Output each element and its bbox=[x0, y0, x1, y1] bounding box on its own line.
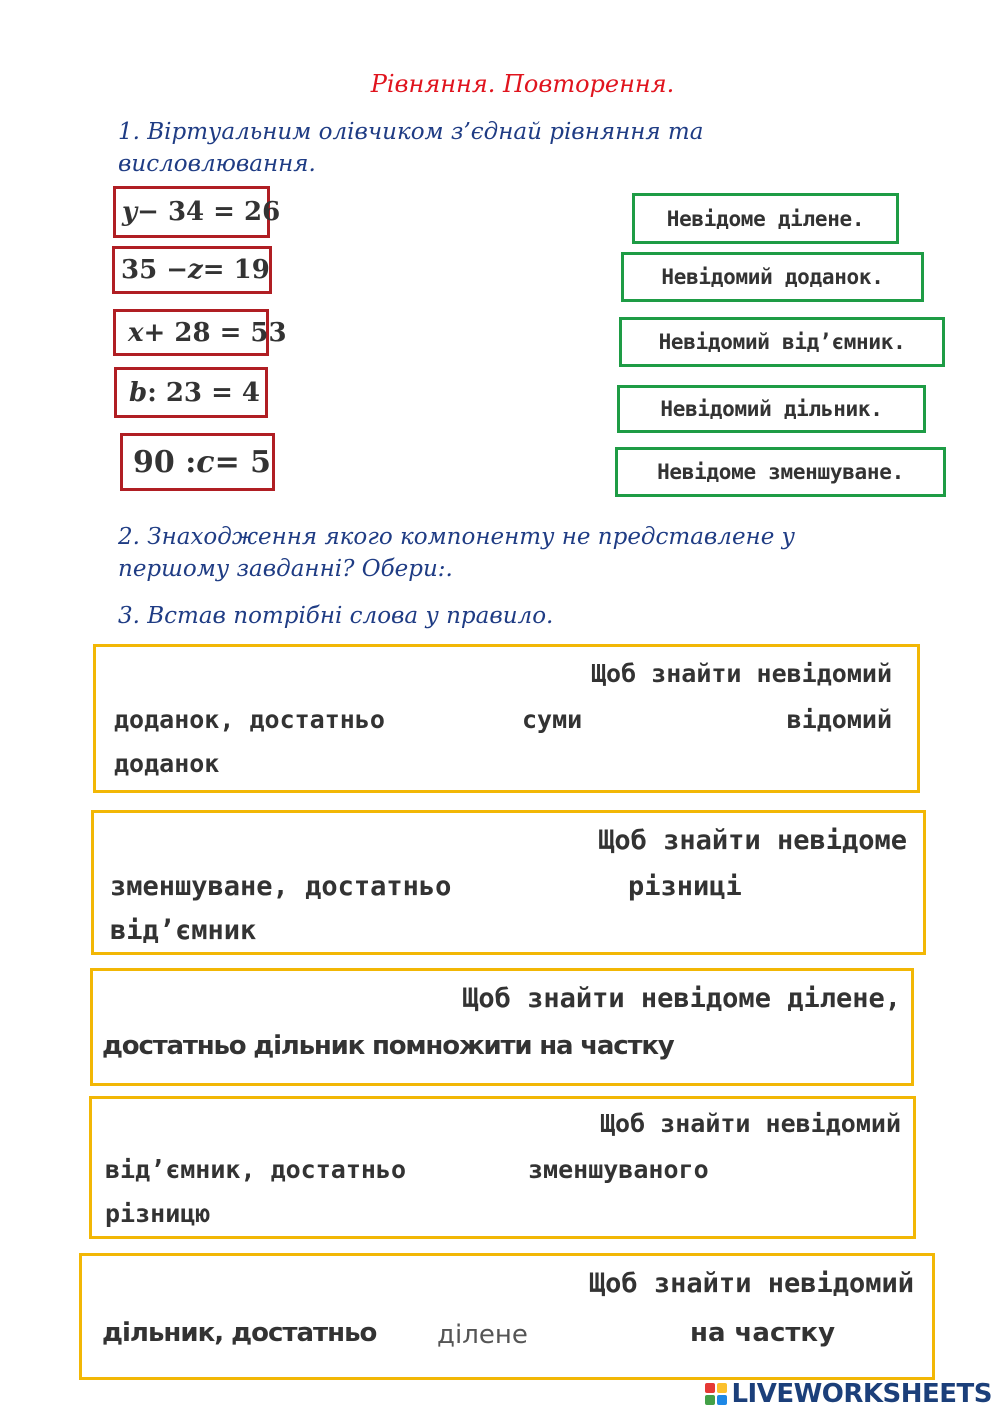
equation-1-rest: − 34 = 26 bbox=[137, 197, 281, 227]
task-1-instructions bbox=[118, 116, 703, 180]
rule-2-text-1: зменшуване, достатньо bbox=[110, 871, 452, 902]
rule-2-text-4: від’ємник bbox=[110, 915, 257, 946]
answer-5-label: Невідоме зменшуване. bbox=[657, 460, 904, 484]
equation-5-prefix: 90 : bbox=[133, 444, 197, 480]
rule-5-heading: Щоб знайти невідомий bbox=[588, 1268, 914, 1299]
equation-4-variable: b bbox=[129, 377, 148, 408]
rule-5-text-1: дільник, достатньо bbox=[102, 1318, 377, 1348]
answer-box-4[interactable] bbox=[617, 385, 926, 433]
rule-box-5 bbox=[79, 1253, 935, 1380]
rule-box-1 bbox=[93, 644, 920, 793]
equation-4[interactable] bbox=[114, 367, 268, 418]
rule-1-heading: Щоб знайти невідомий bbox=[590, 659, 892, 688]
equation-5[interactable] bbox=[120, 433, 275, 491]
rule-1-text-2: суми bbox=[522, 705, 583, 734]
rule-2-text-2: різниці bbox=[628, 871, 742, 902]
rule-1-text-4: доданок bbox=[114, 749, 220, 778]
liveworksheets-logo-text: LIVEWORKSHEETS bbox=[731, 1379, 992, 1409]
logo-square-green bbox=[705, 1395, 715, 1405]
answer-box-3[interactable] bbox=[619, 317, 945, 367]
equation-2-prefix: 35 − bbox=[121, 255, 189, 285]
answer-2-label: Невідомий доданок. bbox=[661, 265, 884, 289]
rule-4-text-1: від’ємник, достатньо bbox=[105, 1155, 407, 1184]
liveworksheets-logo-icon bbox=[705, 1383, 727, 1405]
equation-3-rest: + 28 = 53 bbox=[143, 317, 287, 348]
rule-box-4 bbox=[89, 1096, 916, 1239]
task-3-instructions: 3. Встав потрібні слова у правило. bbox=[118, 603, 554, 629]
equation-5-variable: c bbox=[196, 444, 215, 480]
task-2-line-2: першому завданні? Обери:. bbox=[118, 556, 453, 582]
task-1-line-1: 1. Віртуальним олівчиком з’єднай рівняння та bbox=[118, 119, 704, 145]
answer-4-label: Невідомий дільник. bbox=[660, 397, 883, 421]
rule-5-text-3: на частку bbox=[690, 1318, 836, 1348]
equation-1[interactable] bbox=[113, 186, 281, 238]
answer-1-label: Невідоме ділене. bbox=[666, 206, 865, 231]
rule-2-heading: Щоб знайти невідоме bbox=[598, 825, 907, 856]
liveworksheets-logo bbox=[705, 1379, 992, 1409]
answer-box-1[interactable] bbox=[632, 193, 899, 244]
equation-3-variable: x bbox=[128, 317, 144, 348]
rule-box-3 bbox=[90, 968, 914, 1086]
logo-square-blue bbox=[717, 1395, 727, 1405]
rule-box-2 bbox=[91, 810, 926, 955]
task-2-instructions bbox=[118, 521, 795, 585]
answer-box-2[interactable] bbox=[621, 252, 924, 302]
task-1-line-2: висловлювання. bbox=[118, 151, 316, 177]
rule-4-heading: Щоб знайти невідомий bbox=[599, 1109, 901, 1138]
rule-4-text-4: різницю bbox=[105, 1199, 211, 1228]
answer-3-label: Невідомий від’ємник. bbox=[658, 330, 906, 354]
equation-5-rest: = 5 bbox=[214, 444, 272, 480]
equation-4-rest: : 23 = 4 bbox=[147, 377, 260, 408]
equation-2-rest: = 19 bbox=[202, 255, 270, 285]
rule-4-text-2: зменшуваного bbox=[528, 1155, 709, 1184]
equation-2[interactable] bbox=[112, 246, 272, 294]
rule-5-text-2: ділене bbox=[437, 1320, 528, 1350]
answer-box-5[interactable] bbox=[615, 447, 946, 497]
rule-1-text-3: відомий bbox=[786, 705, 892, 734]
rule-3-heading: Щоб знайти невідоме ділене, bbox=[462, 983, 901, 1014]
equation-1-variable: y bbox=[122, 197, 138, 227]
logo-square-red bbox=[705, 1383, 715, 1393]
rule-3-text-1: достатньо дільник помножити на частку bbox=[102, 1031, 674, 1061]
page-title: Рівняння. Повторення. bbox=[370, 70, 675, 98]
equation-2-variable: z bbox=[188, 255, 203, 285]
task-2-line-1: 2. Знаходження якого компоненту не представлене у bbox=[118, 524, 795, 550]
equation-3[interactable] bbox=[113, 309, 287, 356]
logo-square-yellow bbox=[717, 1383, 727, 1393]
rule-1-text-1: доданок, достатньо bbox=[114, 705, 385, 734]
